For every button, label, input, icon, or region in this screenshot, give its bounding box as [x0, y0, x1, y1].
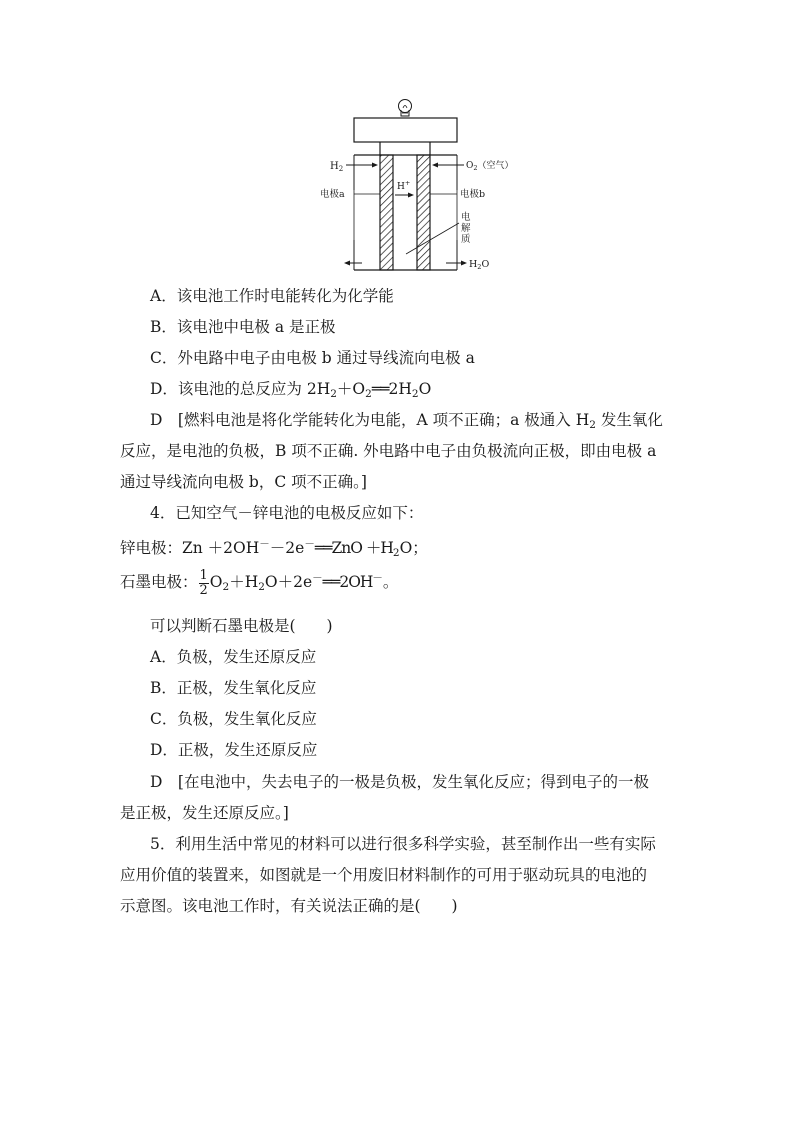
- q5-line2: 应用价值的装置来，如图就是一个用废旧材料制作的可用于驱动玩具的电池的: [120, 866, 648, 884]
- electrode-b: [417, 155, 430, 270]
- fuel-cell-diagram: [318, 98, 518, 276]
- q5-line3: 示意图。该电池工作时，有关说法正确的是( ): [120, 897, 458, 915]
- q3-option-c: C．外电路中电子由电极 b 通过导线流向电极 a: [150, 349, 475, 367]
- q4-option-a: A．负极，发生还原反应: [150, 648, 317, 666]
- q4-answer-line1: D [在电池中，失去电子的一极是负极，发生氧化反应；得到电子的一极: [150, 773, 649, 791]
- q3-option-b: B．该电池中电极 a 是正极: [150, 318, 336, 336]
- q4-option-c: C．负极，发生氧化反应: [150, 710, 317, 728]
- electrode-b-label: 电极b: [460, 189, 486, 200]
- q4-option-d: D．正极，发生还原反应: [150, 741, 318, 759]
- q3-answer-line1: D [燃料电池是将化学能转化为电能，A 项不正确；a 极通入 $H_2$ 发生氧化: [150, 411, 663, 431]
- light-bulb-icon: [399, 100, 412, 117]
- electrolyte-label-2: 解: [461, 223, 471, 234]
- q3-option-d: D．该电池的总反应为 $2H_2+O_2══2H_2O$: [150, 380, 432, 400]
- q4-answer-line2: 是正极，发生还原反应。]: [120, 804, 289, 822]
- fraction-one-half: $\frac{1}{2}$: [199, 567, 208, 598]
- q5-line1: 5．利用生活中常见的材料可以进行很多科学实验，甚至制作出一些有实际: [150, 835, 656, 853]
- electrolyte-label-1: 电: [461, 212, 471, 223]
- q4-option-b: B．正极，发生氧化反应: [150, 679, 317, 697]
- o2-label: $O_2$（空气）: [466, 161, 514, 172]
- h2-label: $H_2$: [330, 161, 344, 173]
- external-circuit-box: [354, 118, 457, 142]
- q3-answer-line3: 通过导线流向电极 b，C 项不正确。]: [120, 473, 367, 491]
- electrode-a: [380, 155, 393, 270]
- electrolyte-label-3: 质: [461, 234, 471, 245]
- q3-option-a: A．该电池工作时电能转化为化学能: [150, 287, 394, 305]
- q3-answer-line2: 反应，是电池的负极，B 项不正确. 外电路中电子由负极流向正极，即由电极 a: [120, 442, 657, 460]
- hplus-label: H+: [397, 179, 411, 192]
- q4-prompt: 可以判断石墨电极是( ): [150, 617, 333, 635]
- electrode-a-label: 电极a: [320, 189, 345, 200]
- fuel-cell-figure: [318, 98, 518, 276]
- q4-graphite-reaction: 石墨电极： $\frac{1}{2}$ $O_2+H_2O+2e^-══2OH^-$。: [120, 567, 399, 598]
- q4-stem: 4．已知空气－锌电池的电极反应如下：: [150, 504, 424, 522]
- h2o-label: $H_2O$: [469, 259, 490, 271]
- q4-zinc-reaction: 锌电极：Zn ＋2OH－－2e－══ZnO $+H_2O$；: [120, 538, 428, 559]
